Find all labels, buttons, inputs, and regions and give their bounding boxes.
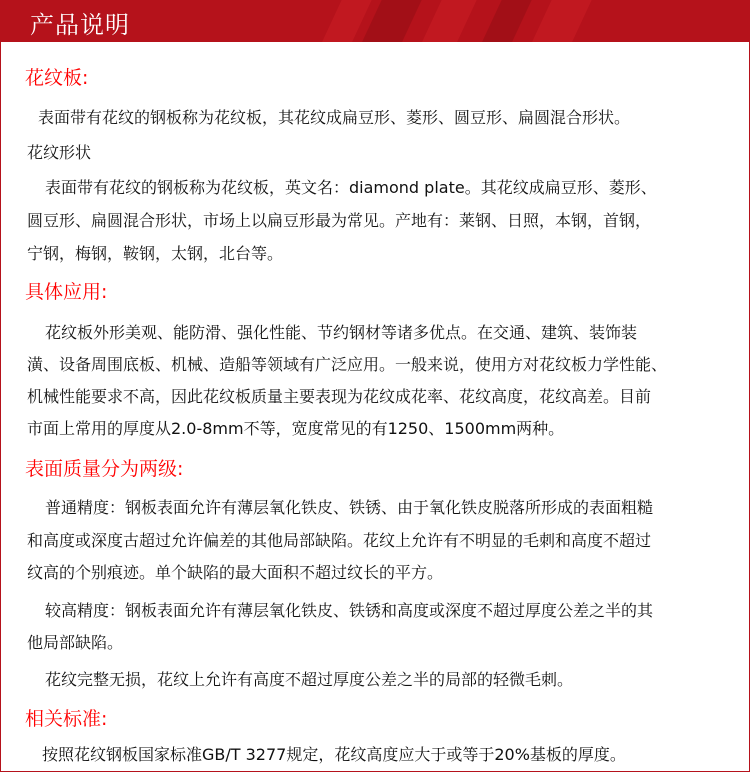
section-heading: 表面质量分为两级: [25,458,184,480]
paragraph-line: 普通精度：钢板表面允许有薄层氧化铁皮、铁锈、由于氧化铁皮脱落所形成的表面粗糙 [45,498,654,517]
paragraph-line: 较高精度：钢板表面允许有薄层氧化铁皮、铁锈和高度或深度不超过厚度公差之半的其 [45,601,654,620]
paragraph-line: 花纹形状 [27,143,92,162]
paragraph-line: 花纹板外形美观、能防滑、强化性能、节约钢材等诸多优点。在交通、建筑、装饰装 [45,323,638,342]
decorative-stripe [524,0,597,42]
paragraph-line: 市面上常用的厚度从2.0-8mm不等，宽度常见的有1250、1500mm两种。 [27,419,565,438]
page-title: 产品说明 [30,11,130,39]
decorative-stripe [414,0,482,42]
paragraph-line: 花纹完整无损，花纹上允许有高度不超过厚度公差之半的局部的轻微毛刺。 [45,670,574,689]
section-heading: 花纹板: [25,67,89,89]
paragraph-line: 圆豆形、扁圆混合形状，市场上以扁豆形最为常见。产地有：莱钢、日照，本钢，首钢， [27,211,652,230]
paragraph-line: 纹高的个别痕迹。单个缺陷的最大面积不超过纹长的平方。 [27,563,444,582]
paragraph-line: 表面带有花纹的钢板称为花纹板，其花纹成扁豆形、菱形、圆豆形、扁圆混合形状。 [38,108,631,127]
section-heading: 相关标准: [25,708,108,730]
decorative-stripe [474,0,537,42]
paragraph-line: 表面带有花纹的钢板称为花纹板，英文名：diamond plate。其花纹成扁豆形、菱形、 [45,178,657,197]
paragraph-line: 潢、设备周围底板、机械、造船等领域有广泛应用。一般来说，使用方对花纹板力学性能、 [27,355,668,374]
paragraph-line: 宁钢，梅钢，鞍钢，太钢，北台等。 [27,244,284,263]
section-heading: 具体应用: [25,281,108,303]
paragraph-line: 他局部缺陷。 [27,633,124,652]
paragraph-line: 按照花纹钢板国家标准GB/T 3277规定，花纹高度应大于或等于20%基板的厚度。 [42,745,626,764]
paragraph-line: 机械性能要求不高，因此花纹板质量主要表现为花纹成花率、花纹高度，花纹高差。目前 [27,387,652,406]
paragraph-line: 和高度或深度古超过允许偏差的其他局部缺陷。花纹上允许有不明显的毛刺和高度不超过 [27,531,652,550]
content-frame [0,42,750,772]
header-banner [0,0,750,42]
